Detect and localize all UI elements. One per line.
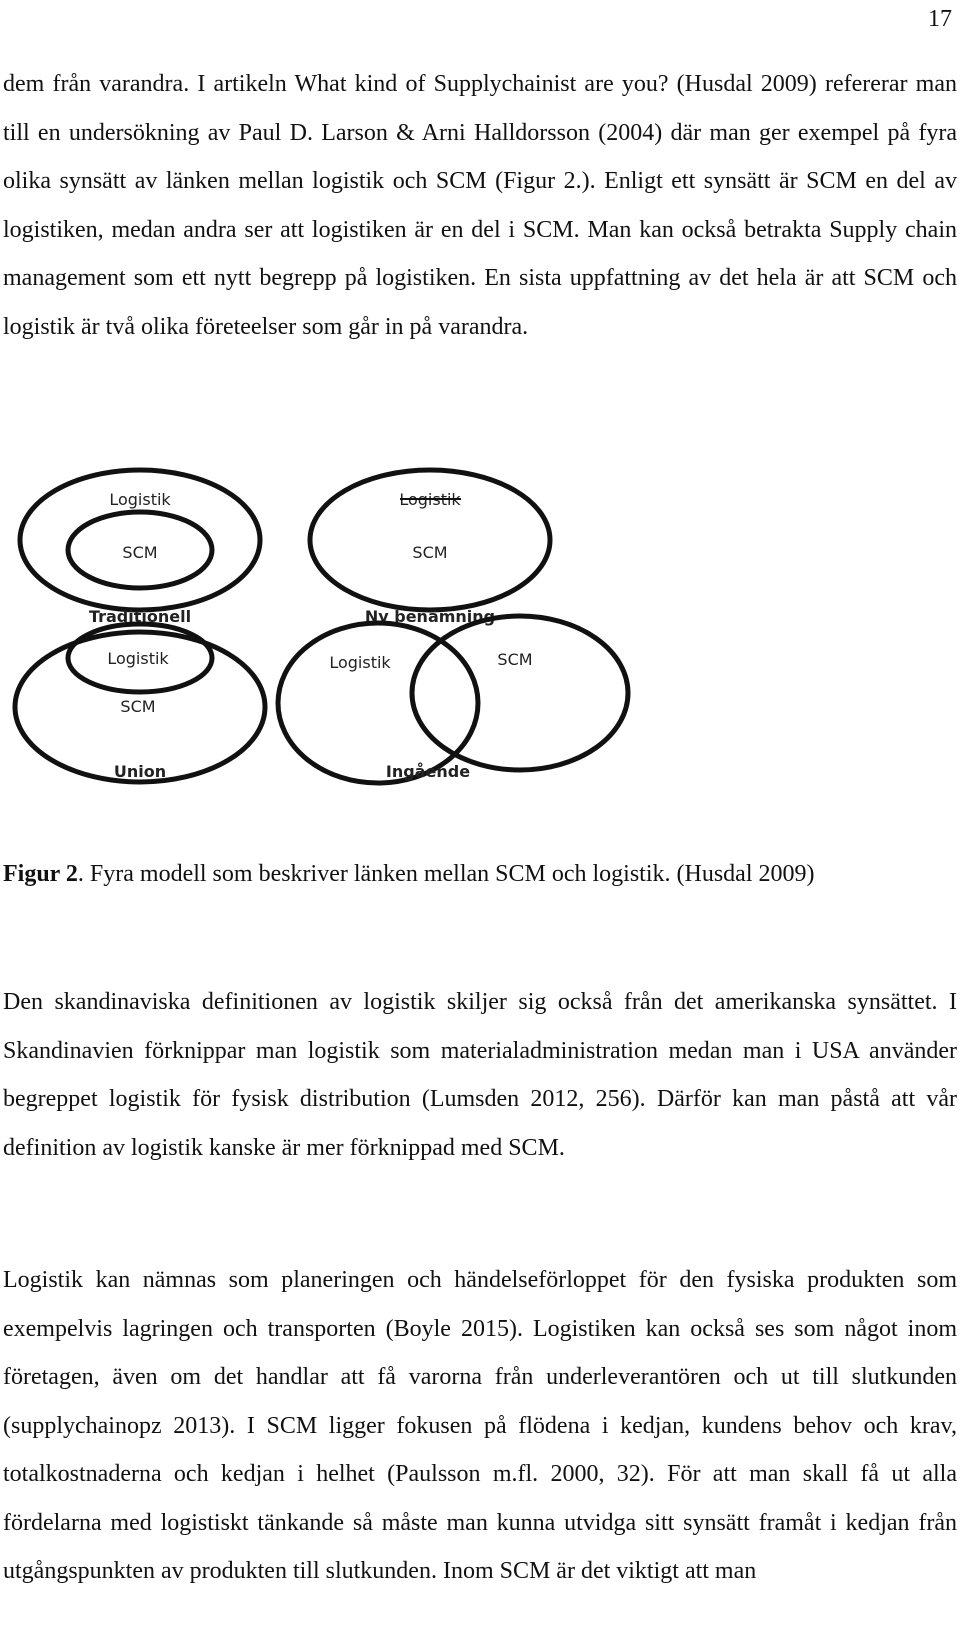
label-scm: SCM: [497, 650, 533, 669]
model-ingaende: [278, 616, 628, 783]
page-number: 17: [928, 6, 952, 32]
left-ellipse: [278, 623, 478, 783]
label-logistik: Logistik: [109, 490, 171, 509]
right-ellipse: [412, 616, 628, 770]
label-logistik: Logistik: [107, 649, 169, 668]
label-scm: SCM: [120, 697, 156, 716]
figure-caption: [3, 850, 957, 899]
model-caption: Union: [113, 762, 167, 781]
model-caption: Ingående: [385, 762, 471, 781]
figure-label: Figur 2: [3, 861, 78, 887]
label-logistik: Logistik: [329, 653, 391, 672]
label-scm: SCM: [122, 543, 158, 562]
label-logistik-struck: Logistik: [399, 490, 461, 509]
paragraph-2: Den skandinaviska definitionen av logistik skiljer sig också från det amerikanska synsättet. I Skandinavien förknippar man logistik som materialadministration medan man i USA använder begreppet logistik för fysisk distribution (Lumsden 2012, 256). Därför kan man påstå att vår definition av logistik kanske är mer förknippad med SCM.: [3, 989, 957, 1161]
figure-logistics-scm-models: [0, 460, 960, 840]
figure-caption-text: . Fyra modell som beskriver länken mellan SCM och logistik. (Husdal 2009): [77, 861, 815, 887]
model-caption: Ny benämning: [364, 607, 496, 626]
figure-diagram: [0, 460, 960, 840]
model-ny-benamning: [310, 470, 550, 626]
model-caption: Traditionell: [88, 607, 192, 626]
label-scm: SCM: [412, 543, 448, 562]
paragraph-3: Logistik kan nämnas som planeringen och händelseförloppet för den fysiska produkten som exempelvis lagringen och transporten (Boyle 2015). Logistiken kan också ses som något inom företagen, även om det handlar att få varorna från underleverantören och ut till slutkunden (supplychainopz 2013). I SCM ligger fokusen på flödena i kedjan, kundens behov och krav, totalkostnaderna och kedjan i helhet (Paulsson m.fl. 2000, 32). För att man skall få ut alla fördelarna med logistiskt tänkande så måste man kunna utvidga sitt synsätt framåt i kedjan från utgångspunkten av produkten till slutkunden. Inom SCM är det viktigt att man: [3, 1267, 957, 1584]
model-union: [15, 624, 265, 782]
model-traditionell: [20, 470, 260, 626]
paragraph-1: dem från varandra. I artikeln What kind of Supplychainist are you? (Husdal 2009) refererar man till en undersökning av Paul D. Larson & Arni Halldorsson (2004) där man ger exempel på fyra olika synsätt av länken mellan logistik och SCM (Figur 2.). Enligt ett synsätt är SCM en del av logistiken, medan andra ser att logistiken är en del i SCM. Man kan också betrakta Supply chain management som ett nytt begrepp på logistiken. En sista uppfattning av det hela är att SCM och logistik är två olika företeelser som går in på varandra.: [3, 71, 957, 340]
